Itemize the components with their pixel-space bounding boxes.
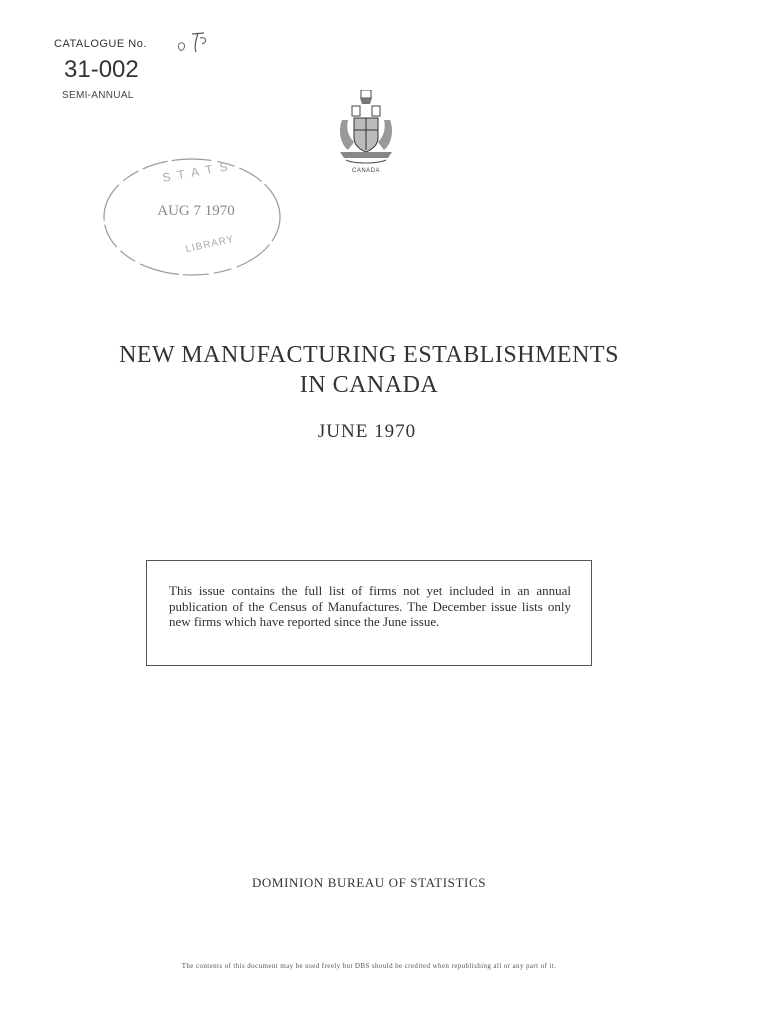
notice-text: This issue contains the full list of firms not yet included in an annual publication of the Census of Manufactures. The December issue lists only new firms which have reported since the June issue. bbox=[169, 583, 571, 629]
catalogue-label: CATALOGUE No. bbox=[54, 38, 147, 50]
issue-date: JUNE 1970 bbox=[317, 421, 417, 442]
publisher-name: DOMINION BUREAU OF STATISTICS bbox=[251, 875, 487, 890]
stamp-top-text: S T A T S bbox=[161, 159, 231, 185]
stamp-bottom-text: LIBRARY bbox=[184, 233, 236, 256]
publication-frequency: SEMI-ANNUAL bbox=[62, 90, 134, 101]
title-line-1: NEW MANUFACTURING ESTABLISHMENTS bbox=[119, 342, 619, 368]
received-stamp bbox=[100, 155, 285, 280]
footer-note: The contents of this document may be used freely but DBS should be credited when republishing all or any part of it. bbox=[181, 962, 557, 970]
coat-of-arms-emblem bbox=[334, 90, 398, 180]
notice-box bbox=[146, 560, 592, 666]
stamp-date: AUG 7 1970 bbox=[157, 203, 235, 219]
coat-of-arms-caption: CANADA bbox=[351, 168, 380, 174]
handwritten-mark bbox=[174, 28, 214, 58]
title-line-2: IN CANADA bbox=[299, 372, 439, 398]
catalogue-number: 31-002 bbox=[64, 56, 139, 83]
document-title bbox=[0, 340, 738, 400]
